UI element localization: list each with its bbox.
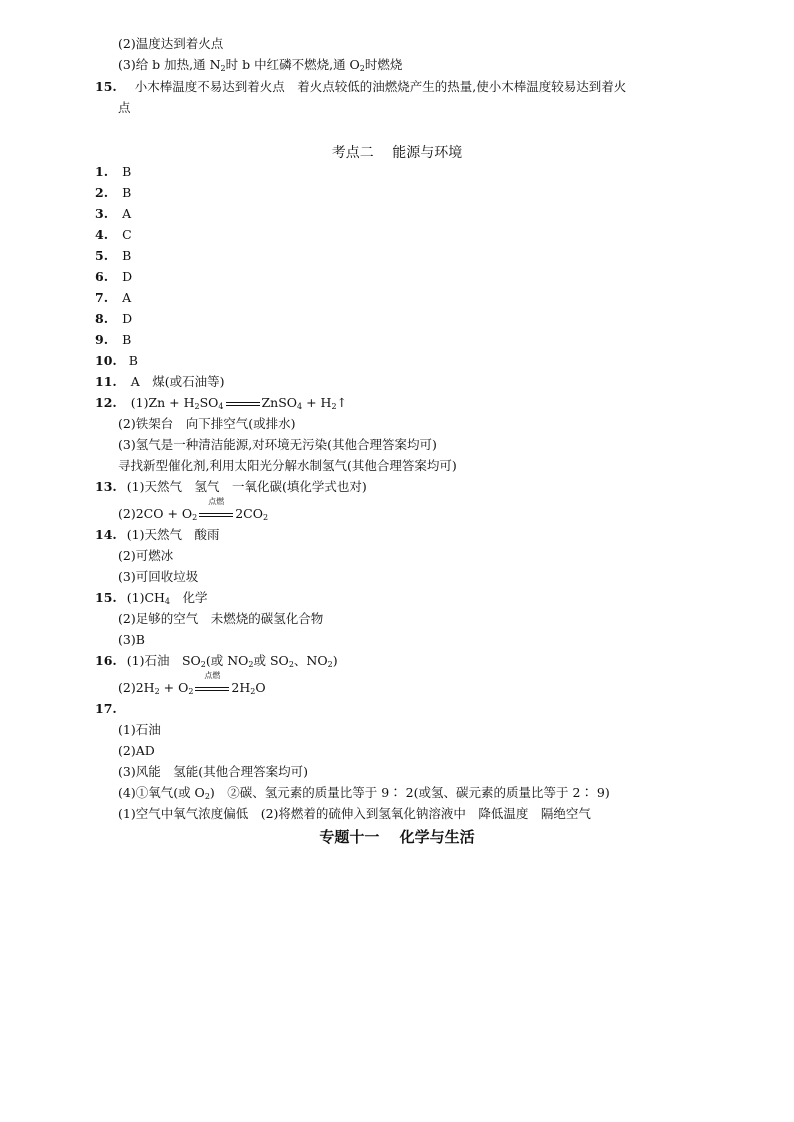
question-14: 14. (1)天然气 酸雨 <box>95 527 220 542</box>
question-12: 12. $(1)Zn + H_2SO_4$ ZnSO$_4$ + $H_2↑$ <box>95 395 348 411</box>
question-16: 16. (1)石油 $SO_2$(或 $NO_2$或 $SO_2$、$NO_2$) <box>95 653 338 669</box>
question-13: 13. (1)天然气 氢气 一氧化碳(填化学式也对) <box>95 479 367 494</box>
question-number: 15. <box>95 79 117 94</box>
answer-line: (2)铁架台 向下排空气(或排水) <box>118 416 296 431</box>
answer-line: 点 <box>118 100 131 115</box>
answer-line: (3)B <box>118 632 145 647</box>
topic-title: 专题十一 化学与生活 <box>319 828 475 846</box>
answer-row: 8. D <box>95 311 133 326</box>
answer-line: 寻找新型催化剂,利用太阳光分解水制氢气(其他合理答案均可) <box>118 458 457 473</box>
answer-line: (2)AD <box>118 743 155 758</box>
answer-row: 6. D <box>95 269 133 284</box>
answer-line: (1)石油 <box>118 722 161 737</box>
question-15: 15. $(1)CH_4$ 化学 <box>95 590 208 606</box>
equals-sign <box>224 395 262 411</box>
answer-row: 3. A <box>95 206 132 221</box>
equation-line: $(2)2H_2 + O_2$ 点燃 $2H_2O$ <box>118 671 266 696</box>
answer-row: 9. B <box>95 332 132 347</box>
answer-line: (1)空气中氧气浓度偏低 (2)将燃着的硫伸入到氢氧化钠溶液中 降低温度 隔绝空气 <box>118 806 591 821</box>
answer-line: (4)①氧气(或 $O_2$) ②碳、氢元素的质量比等于 9∶ 2(或氢、碳元素的质量比等于 2∶ 9) <box>118 785 610 801</box>
answer-line: (3)可回收垃圾 <box>118 569 199 584</box>
answer-line: (2)温度达到着火点 <box>118 36 224 51</box>
gas-arrow-icon: ↑ <box>336 395 348 410</box>
answer-line: (3)氢气是一种清洁能源,对环境无污染(其他合理答案均可) <box>118 437 437 452</box>
answer-row: 1. B <box>95 164 132 179</box>
answer-line: (3)风能 氢能(其他合理答案均可) <box>118 764 308 779</box>
question-15-top: 15. 小木棒温度不易达到着火点 着火点较低的油燃烧产生的热量,使小木棒温度较易达到着火 <box>95 79 627 94</box>
reaction-condition: 点燃 <box>197 506 235 522</box>
section-heading: 考点二 能源与环境 <box>331 145 463 161</box>
answer-row: 4. C <box>95 227 132 242</box>
answer-row: 10. B <box>95 353 138 368</box>
question-17: 17. <box>95 701 117 716</box>
answer-row: 7. A <box>95 290 132 305</box>
answer-line: (3)给 b 加热,通 $N_2$时 b 中红磷不燃烧,通 $O_2$时燃烧 <box>118 57 403 73</box>
answer-row: 5. B <box>95 248 132 263</box>
reaction-condition: 点燃 <box>193 680 231 696</box>
equation-line: $(2)2CO + O_2$ 点燃 $2CO_2$ <box>118 497 269 522</box>
question-11: 11. A 煤(或石油等) <box>95 374 225 389</box>
answer-line: (2)足够的空气 未燃烧的碳氢化合物 <box>118 611 324 626</box>
answer-line: (2)可燃冰 <box>118 548 174 563</box>
answer-row: 2. B <box>95 185 132 200</box>
